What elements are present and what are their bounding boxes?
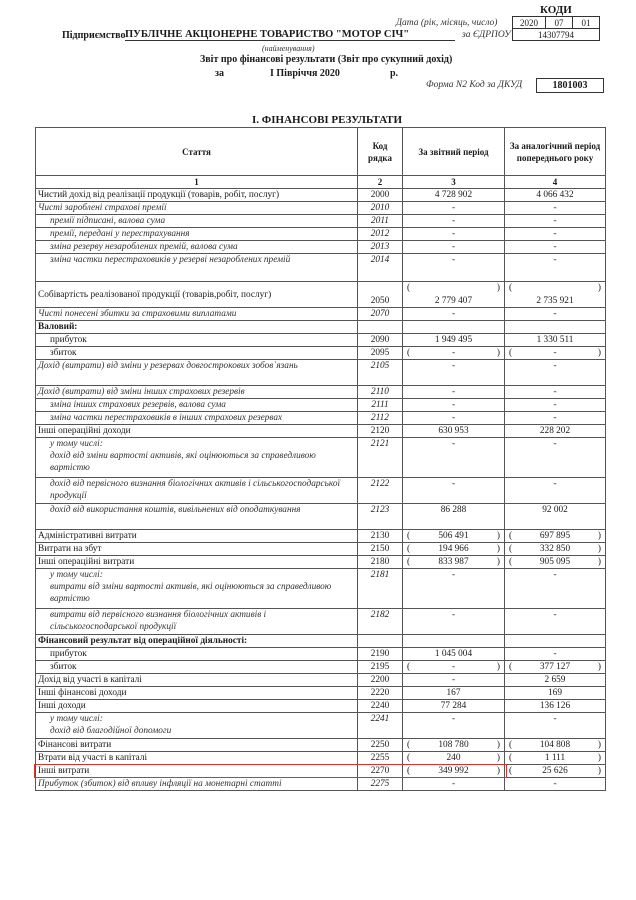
row-sublabel: дохід від зміни вартості активів, які оцінюються за справедливою вартістю [50,451,316,473]
row-label: Фінансові витрати [36,739,358,752]
row-current: 630 953 [403,425,505,438]
row-current: - [403,412,505,425]
table-row [36,700,606,713]
period-prefix: за [215,68,225,79]
row-current: - [451,348,456,358]
row-label: витрати від первісного визнання біологічних активів і сільськогосподарської продукції [36,609,358,635]
row-previous: 1 330 511 [505,334,606,347]
table-row [36,648,606,661]
row-code: 2190 [358,648,403,661]
row-label: Чистий дохід від реалізації продукції (товарів, робіт, послуг) [36,189,358,202]
header-row [36,128,606,176]
row-previous: - [553,348,557,358]
row-code: 2181 [358,569,403,609]
row-previous: - [505,438,606,478]
report-title: Звіт про фінансові результати (Звіт про сукупний дохід) [200,54,453,65]
col-num-1: 1 [36,176,358,189]
row-label: у тому числі: [50,570,103,580]
table-row [36,609,606,635]
row-label: Чисті понесені збитки за страховими виплатами [36,308,358,321]
row-previous: - [505,609,606,635]
period: I Півріччя 2020 [270,68,340,79]
row-previous: - [505,713,606,739]
table-row: Собівартість реалізованої продукції (товарів,робіт, послуг) 2050 ( 2 779 407 ) ( 2 735 921 ) [36,282,606,308]
row-previous: 905 095 [539,557,571,567]
table-row [36,674,606,687]
row-code: 2220 [358,687,403,700]
row-current: - [403,778,505,791]
row-current: - [403,241,505,254]
row-code: 2012 [358,228,403,241]
row-current: 833 987 [438,557,469,567]
table-row [36,635,606,648]
row-code: 2123 [358,504,403,530]
row-current: - [403,228,505,241]
row-current: - [403,713,505,739]
row-code: 2095 [358,347,403,360]
row-current: 108 780 [438,740,469,750]
row-label: Адміністративні витрати [36,530,358,543]
table-row: Витрати на збут 2150 ( 194 966 ) ( 332 850 ) [36,543,606,556]
table-row [36,241,606,254]
row-label: Дохід (витрати) від зміни інших страхових резервів [36,386,358,399]
row-label: збиток [36,661,358,674]
row-current: 4 728 902 [403,189,505,202]
table-row: збиток 2095 ( - ) ( - ) [36,347,606,360]
row-label: у тому числі: [50,714,103,724]
row-previous: 136 126 [505,700,606,713]
row-code: 2110 [358,386,403,399]
row-code: 2270 [358,765,403,778]
table-row: Інші операційні витрати 2180 ( 833 987 ) ( 905 095 ) [36,556,606,569]
row-previous: 332 850 [539,544,571,554]
row-label: зміна інших страхових резервів, валова сума [36,399,358,412]
row-code: 2011 [358,215,403,228]
table-row [36,569,606,609]
table-row [36,778,606,791]
row-code: 2090 [358,334,403,347]
row-code: 2070 [358,308,403,321]
table-row [36,308,606,321]
row-previous: - [505,228,606,241]
row-label: прибуток [36,334,358,347]
table-row: Адміністративні витрати 2130 ( 506 491 ) ( 697 895 ) [36,530,606,543]
row-label: прибуток [36,648,358,661]
col-num-2: 2 [358,176,403,189]
row-label: дохід від первісного визнання біологічних активів і сільськогосподарської продукції [36,478,358,504]
row-code: 2250 [358,739,403,752]
row-previous: 697 895 [539,531,571,541]
row-previous: - [505,386,606,399]
row-code: 2050 [358,282,403,308]
row-previous: 25 626 [542,766,568,776]
row-current: - [403,360,505,386]
row-previous: - [505,569,606,609]
row-label: Фінансовий результат від операційної діяльності: [36,635,358,648]
edrpou-code: 14307794 [513,29,600,41]
table-row [36,334,606,347]
row-label: Чисті зароблені страхові премії [36,202,358,215]
row-label: Інші витрати [36,765,358,778]
row-previous: 169 [505,687,606,700]
date-day: 01 [573,17,600,29]
row-label: премії, передані у перестрахування [36,228,358,241]
table-row [36,687,606,700]
row-current: - [403,478,505,504]
row-current: - [451,662,456,672]
row-code: 2275 [358,778,403,791]
row-code: 2120 [358,425,403,438]
row-current: - [403,215,505,228]
row-current: - [403,609,505,635]
edrpou-label: за ЄДРПОУ [462,30,511,40]
row-current: - [403,386,505,399]
row-previous: - [505,202,606,215]
row-current: 2 779 407 [434,296,473,306]
name-caption: (найменування) [262,44,315,53]
row-code: 2121 [358,438,403,478]
row-label: збиток [36,347,358,360]
row-current: 240 [446,753,461,763]
row-current: - [403,308,505,321]
row-code: 2240 [358,700,403,713]
row-previous: - [505,478,606,504]
row-current: - [403,569,505,609]
table-row [36,425,606,438]
row-current: - [403,202,505,215]
column-numbers-row [36,176,606,189]
col-current: За звітний період [403,128,505,176]
table-row [36,215,606,228]
row-sublabel: дохід від благодійної допомоги [50,726,172,736]
table-row [36,386,606,399]
row-label: Валовий: [36,321,358,334]
enterprise-label: Підприємство [62,30,126,41]
col-num-3: 3 [403,176,505,189]
table-row [36,228,606,241]
row-previous: - [505,778,606,791]
row-previous: - [505,648,606,661]
table-row [36,412,606,425]
row-previous: - [505,308,606,321]
row-current: - [403,674,505,687]
row-code: 2180 [358,556,403,569]
section-title: I. ФІНАНСОВІ РЕЗУЛЬТАТИ [252,114,403,126]
row-current: - [403,438,505,478]
row-code: 2182 [358,609,403,635]
row-code: 2150 [358,543,403,556]
row-previous: - [505,412,606,425]
row-code: 2255 [358,752,403,765]
row-current: 1 045 004 [403,648,505,661]
row-label: дохід від використання коштів, вивільнених від оподаткування [36,504,358,530]
row-previous: 2 735 921 [536,296,574,306]
table-row [36,478,606,504]
form-code: 1801003 [536,78,604,93]
table-row [36,713,606,739]
row-code: 2014 [358,254,403,282]
table-row: Втрати від участі в капіталі 2255 ( 240 ) ( 1 111 ) [36,752,606,765]
financial-results-table [35,127,606,791]
enterprise-name: ПУБЛІЧНЕ АКЦІОНЕРНЕ ТОВАРИСТВО "МОТОР СІЧ" [125,29,455,41]
date-year: 2020 [513,17,546,29]
highlight-box [34,764,507,778]
row-code: 2000 [358,189,403,202]
row-previous: 4 066 432 [505,189,606,202]
row-code: 2200 [358,674,403,687]
col-article: Стаття [36,128,358,176]
period-suffix: р. [390,68,399,79]
row-current: 506 491 [438,531,469,541]
row-code: 2130 [358,530,403,543]
table-row [36,399,606,412]
row-code: 2195 [358,661,403,674]
table-row [36,504,606,530]
form-label: Форма N2 Код за ДКУД [426,80,523,90]
row-label: Дохід (витрати) від зміни у резервах довгострокових зобов`язань [36,360,358,386]
row-current: 349 992 [438,766,469,776]
table-row [36,254,606,282]
row-sublabel: витрати від зміни вартості активів, які оцінюються за справедливою вартістю [50,582,332,604]
highlighted-row: Інші витрати 2270 ( 349 992 ) ( 25 626 ) [36,765,606,778]
row-current: 1 949 495 [403,334,505,347]
table-row [36,189,606,202]
row-current: - [403,254,505,282]
date-month: 07 [546,17,573,29]
row-code: 2111 [358,399,403,412]
table-row: Фінансові витрати 2250 ( 108 780 ) ( 104 808 ) [36,739,606,752]
row-current: - [403,399,505,412]
date-label: Дата (рік, місяць, число) [396,18,498,28]
col-num-4: 4 [505,176,606,189]
table-row [36,321,606,334]
row-current: 194 966 [438,544,469,554]
col-previous: За аналогічний період попереднього року [505,128,606,176]
row-label: Прибуток (збиток) від впливу інфляції на монетарні статті [36,778,358,791]
row-previous: - [505,254,606,282]
row-code: 2010 [358,202,403,215]
row-code: 2112 [358,412,403,425]
row-previous: 104 808 [539,740,571,750]
row-current: 86 288 [403,504,505,530]
row-code: 2105 [358,360,403,386]
row-previous: 228 202 [505,425,606,438]
table-row: збиток 2195 ( - ) ( 377 127 ) [36,661,606,674]
table-row [36,360,606,386]
row-current: 167 [403,687,505,700]
row-previous: 377 127 [539,662,571,672]
col-code: Код рядка [358,128,403,176]
row-label: Втрати від участі в капіталі [36,752,358,765]
row-label: Інші операційні витрати [36,556,358,569]
date-codes [512,16,600,41]
row-label: Дохід від участі в капіталі [36,674,358,687]
row-label: Інші операційні доходи [36,425,358,438]
row-previous: - [505,360,606,386]
row-label: зміна резерву незароблених премій, валова сума [36,241,358,254]
row-label: у тому числі: [50,439,103,449]
row-previous: 92 002 [505,504,606,530]
row-previous: - [505,399,606,412]
row-label: зміна частки перестраховиків у резерві незароблених премій [36,254,358,282]
codes-title: КОДИ [540,4,572,16]
row-label: Інші доходи [36,700,358,713]
row-label: зміна частки перестраховиків в інших страхових резервах [36,412,358,425]
row-label: премії підписані, валова сума [36,215,358,228]
row-label: Інші фінансові доходи [36,687,358,700]
table-row [36,438,606,478]
table-row [36,202,606,215]
row-code: 2241 [358,713,403,739]
row-current: 77 284 [403,700,505,713]
row-previous: - [505,215,606,228]
row-label: Витрати на збут [36,543,358,556]
row-previous: - [505,241,606,254]
row-code: 2013 [358,241,403,254]
row-label: Собівартість реалізованої продукції (товарів,робіт, послуг) [36,282,358,308]
row-previous: 1 111 [544,753,566,763]
row-previous: 2 659 [505,674,606,687]
row-code: 2122 [358,478,403,504]
